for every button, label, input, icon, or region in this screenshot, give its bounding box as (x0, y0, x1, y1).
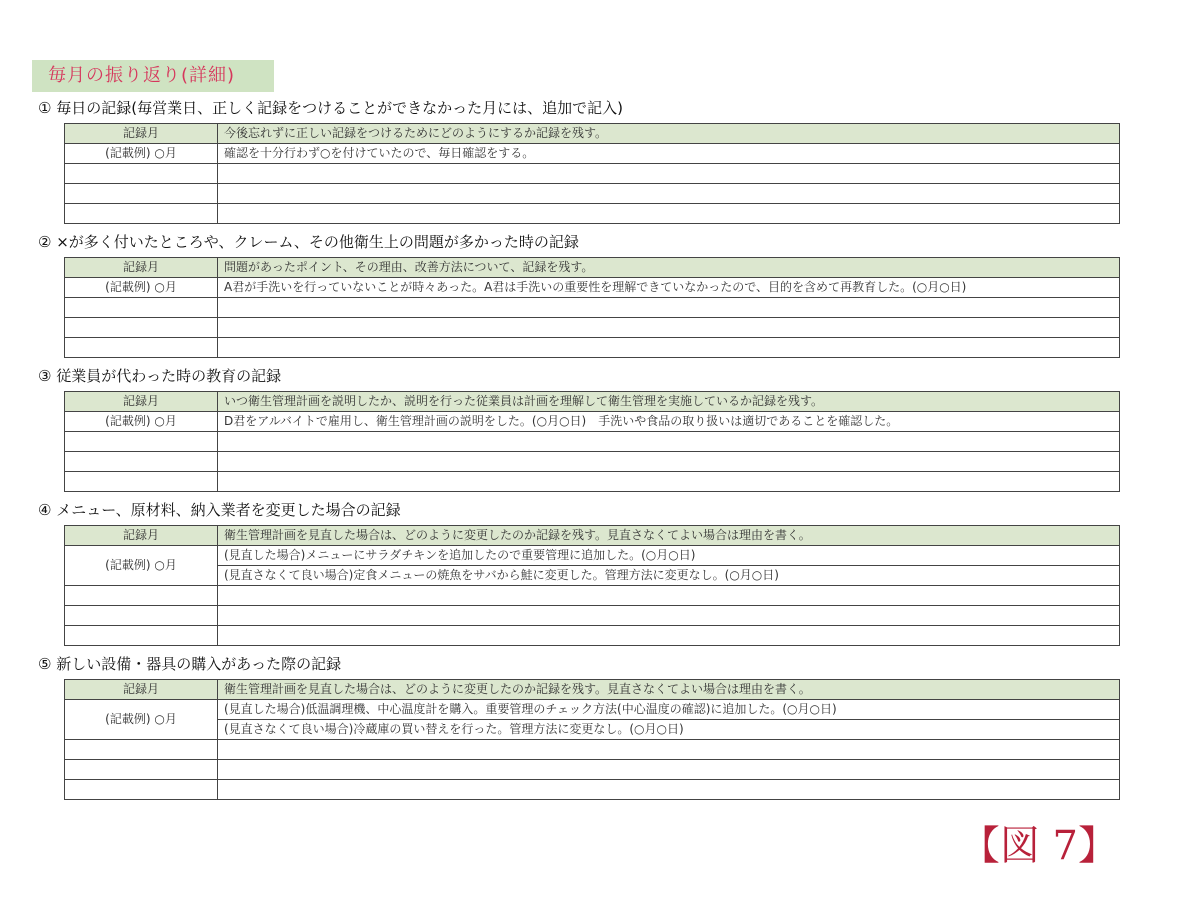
blank-month-cell (65, 740, 218, 760)
example-row (65, 412, 1120, 432)
header-month-cell: 記録月 (65, 258, 218, 278)
blank-record-cell (218, 780, 1120, 800)
example-row (65, 566, 1120, 586)
blank-month-cell (65, 606, 218, 626)
record-table-5 (64, 679, 1120, 800)
blank-row (65, 318, 1120, 338)
table-header-row (65, 680, 1120, 700)
example-text-cell: (見直さなくて良い場合)定食メニューの焼魚をサバから鮭に変更した。管理方法に変更なし。(○月○日) (218, 566, 1120, 586)
blank-row (65, 338, 1120, 358)
header-instruction-cell: 衛生管理計画を見直した場合は、どのように変更したのか記録を残す。見直さなくてよい場合は理由を書く。 (218, 526, 1120, 546)
blank-month-cell (65, 318, 218, 338)
blank-record-cell (218, 298, 1120, 318)
header-instruction-cell: 問題があったポイント、その理由、改善方法について、記録を残す。 (218, 258, 1120, 278)
example-text-cell: D君をアルバイトで雇用し、衛生管理計画の説明をした。(○月○日) 手洗いや食品の取り扱いは適切であることを確認した。 (218, 412, 1120, 432)
blank-month-cell (65, 184, 218, 204)
example-month-cell: (記載例) ○月 (65, 144, 218, 164)
blank-record-cell (218, 740, 1120, 760)
blank-row (65, 472, 1120, 492)
header-month-cell: 記録月 (65, 392, 218, 412)
blank-row (65, 586, 1120, 606)
blank-row (65, 432, 1120, 452)
blank-record-cell (218, 452, 1120, 472)
record-table-4 (64, 525, 1120, 646)
blank-month-cell (65, 586, 218, 606)
blank-row (65, 760, 1120, 780)
blank-record-cell (218, 164, 1120, 184)
example-row (65, 278, 1120, 298)
blank-row (65, 606, 1120, 626)
record-table-2 (64, 257, 1120, 358)
blank-row (65, 164, 1120, 184)
blank-row (65, 626, 1120, 646)
blank-month-cell (65, 472, 218, 492)
example-row (65, 546, 1120, 566)
blank-row (65, 740, 1120, 760)
example-month-cell: (記載例) ○月 (65, 412, 218, 432)
blank-month-cell (65, 204, 218, 224)
example-month-cell: (記載例) ○月 (65, 546, 218, 586)
table-header-row (65, 258, 1120, 278)
blank-month-cell (65, 338, 218, 358)
example-row (65, 720, 1120, 740)
table-header-row (65, 526, 1120, 546)
section-heading-2: ② ×が多く付いたところや、クレーム、その他衛生上の問題が多かった時の記録 (38, 233, 579, 251)
example-month-cell: (記載例) ○月 (65, 278, 218, 298)
blank-record-cell (218, 318, 1120, 338)
table-header-row (65, 392, 1120, 412)
blank-row (65, 204, 1120, 224)
record-table-3 (64, 391, 1120, 492)
header-instruction-cell: 今後忘れずに正しい記録をつけるためにどのようにするか記録を残す。 (218, 124, 1120, 144)
blank-month-cell (65, 780, 218, 800)
example-month-cell: (記載例) ○月 (65, 700, 218, 740)
header-month-cell: 記録月 (65, 526, 218, 546)
section-heading-1: ① 毎日の記録(毎営業日、正しく記録をつけることができなかった月には、追加で記入) (38, 99, 623, 117)
header-month-cell: 記録月 (65, 680, 218, 700)
blank-month-cell (65, 626, 218, 646)
blank-record-cell (218, 606, 1120, 626)
blank-row (65, 452, 1120, 472)
header-month-cell: 記録月 (65, 124, 218, 144)
header-instruction-cell: いつ衛生管理計画を説明したか、説明を行った従業員は計画を理解して衛生管理を実施しているか記録を残す。 (218, 392, 1120, 412)
blank-record-cell (218, 586, 1120, 606)
header-instruction-cell: 衛生管理計画を見直した場合は、どのように変更したのか記録を残す。見直さなくてよい場合は理由を書く。 (218, 680, 1120, 700)
blank-record-cell (218, 626, 1120, 646)
blank-month-cell (65, 432, 218, 452)
section-heading-3: ③ 従業員が代わった時の教育の記録 (38, 367, 282, 385)
example-row (65, 700, 1120, 720)
blank-month-cell (65, 452, 218, 472)
blank-record-cell (218, 184, 1120, 204)
blank-row (65, 298, 1120, 318)
blank-month-cell (65, 164, 218, 184)
table-header-row (65, 124, 1120, 144)
blank-record-cell (218, 338, 1120, 358)
example-text-cell: A君が手洗いを行っていないことが時々あった。A君は手洗いの重要性を理解できていなかったので、目的を含めて再教育した。(○月○日) (218, 278, 1120, 298)
section-heading-5: ⑤ 新しい設備・器具の購入があった際の記録 (38, 655, 342, 673)
blank-month-cell (65, 298, 218, 318)
blank-record-cell (218, 432, 1120, 452)
blank-row (65, 780, 1120, 800)
example-text-cell: (見直さなくて良い場合)冷蔵庫の買い替えを行った。管理方法に変更なし。(○月○日) (218, 720, 1120, 740)
blank-record-cell (218, 760, 1120, 780)
page-title: 毎月の振り返り(詳細) (32, 60, 274, 92)
blank-month-cell (65, 760, 218, 780)
section-heading-4: ④ メニュー、原材料、納入業者を変更した場合の記録 (38, 501, 401, 519)
figure-label: 【図 7】 (959, 823, 1118, 869)
blank-row (65, 184, 1120, 204)
example-text-cell: (見直した場合)低温調理機、中心温度計を購入。重要管理のチェック方法(中心温度の確認)に追加した。(○月○日) (218, 700, 1120, 720)
example-text-cell: 確認を十分行わず○を付けていたので、毎日確認をする。 (218, 144, 1120, 164)
blank-record-cell (218, 472, 1120, 492)
record-table-1 (64, 123, 1120, 224)
example-text-cell: (見直した場合)メニューにサラダチキンを追加したので重要管理に追加した。(○月○日) (218, 546, 1120, 566)
blank-record-cell (218, 204, 1120, 224)
example-row (65, 144, 1120, 164)
